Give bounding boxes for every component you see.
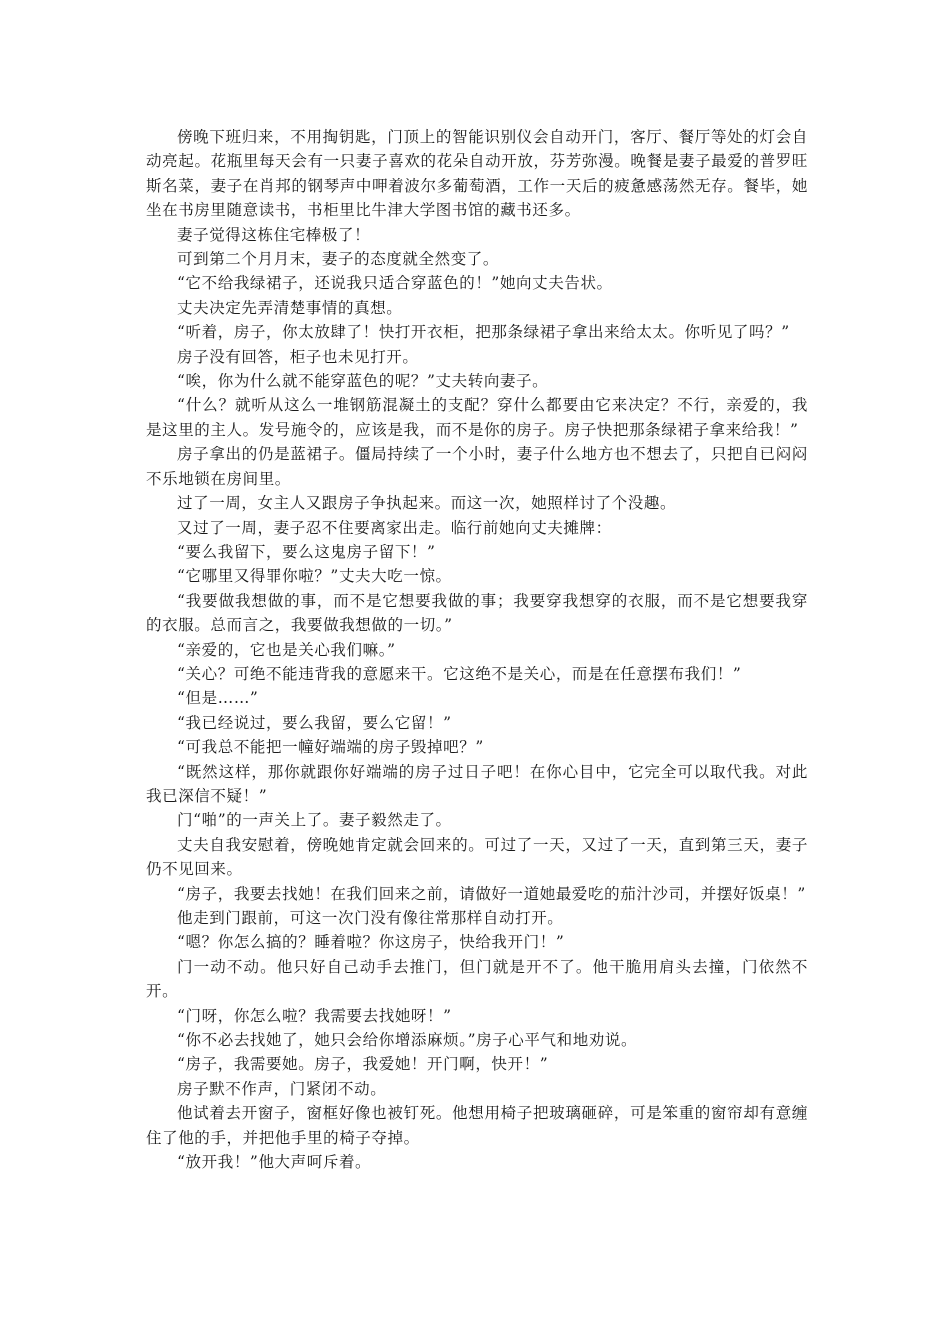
paragraph: 妻子觉得这栋住宅棒极了！ <box>177 225 371 244</box>
paragraph: 门一动不动。他只好自己动手去推门，但门就是开不了。他干脆用肩头去撞，门依然不开。 <box>146 957 808 1001</box>
paragraph: “我已经说过，要么我留，要么它留！” <box>177 713 452 732</box>
paragraph: 房子默不作声，门紧闭不动。 <box>177 1079 387 1098</box>
paragraph: “我要做我想做的事，而不是它想要我做的事；我要穿我想穿的衣服，而不是它想要我穿的衣服。总而言之，我要做我想做的一切。” <box>146 591 808 635</box>
paragraph: 过了一周，女主人又跟房子争执起来。而这一次，她照样讨了个没趣。 <box>177 494 677 513</box>
paragraph: 房子拿出的仍是蓝裙子。僵局持续了一个小时，妻子什么地方也不想去了，只把自已闷闷不乐地锁在房间里。 <box>146 445 808 488</box>
paragraph: 丈夫决定先弄清楚事情的真想。 <box>177 298 403 317</box>
paragraph: “门呀，你怎么啦？我需要去找她呀！” <box>177 1006 452 1025</box>
paragraph: “可我总不能把一幢好端端的房子毁掉吧？” <box>177 738 484 757</box>
paragraph: “什么？就听从这么一堆钢筋混凝土的支配？穿什么都要由它来决定？不行，亲爱的，我是这里的主人。发号施令的，应该是我，而不是你的房子。房子快把那条绿裙子拿来给我！” <box>146 396 808 439</box>
paragraph: “唉，你为什么就不能穿蓝色的呢？”丈夫转向妻子。 <box>177 372 549 391</box>
paragraph: “它哪里又得罪你啦？”丈夫大吃一惊。 <box>177 567 452 586</box>
paragraph: “既然这样，那你就跟你好端端的房子过日子吧！在你心目中，它完全可以取代我。对此我已深信不疑！” <box>146 762 808 805</box>
story-text-body <box>146 125 808 1174</box>
paragraph: 可到第二个月月末，妻子的态度就全然变了。 <box>177 250 500 269</box>
paragraph: “嗯？你怎么搞的？睡着啦？你这房子，快给我开门！” <box>177 933 565 952</box>
paragraph: 丈夫自我安慰着，傍晚她肯定就会回来的。可过了一天，又过了一天，直到第三天，妻子仍不见回来。 <box>146 835 808 879</box>
paragraph: “亲爱的，它也是关心我们嘛。” <box>177 640 396 659</box>
paragraph: “房子，我要去找她！在我们回来之前，请做好一道她最爱吃的茄汁沙司，并摆好饭桌！” <box>177 884 806 903</box>
paragraph: “放开我！”他大声呵斥着。 <box>177 1153 372 1172</box>
paragraph: 又过了一周，妻子忍不住要离家出走。临行前她向丈夫摊牌： <box>177 518 612 537</box>
paragraph: 他试着去开窗子，窗框好像也被钉死。他想用椅子把玻璃砸碎，可是笨重的窗帘却有意缠住了他的手，并把他手里的椅子夺掉。 <box>146 1104 808 1147</box>
paragraph: “关心？可绝不能违背我的意愿来干。它这绝不是关心，而是在任意摆布我们！” <box>177 664 742 683</box>
paragraph: 傍晚下班归来，不用掏钥匙，门顶上的智能识别仪会自动开门，客厅、餐厅等处的灯会自动亮起。花瓶里每天会有一只妻子喜欢的花朵自动开放，芬芳弥漫。晚餐是妻子最爱的普罗旺斯名菜，妻子在肖邦的钢琴声中呷着波尔多葡萄酒，工作一天后的疲惫感荡然无存。餐毕，她坐在书房里随意读书，书柜里比牛津大学图书馆的藏书还多。 <box>146 128 808 220</box>
paragraph: “但是……” <box>177 689 259 708</box>
paragraph: “它不给我绿裙子，还说我只适合穿蓝色的！”她向丈夫告状。 <box>177 274 613 293</box>
paragraph: “房子，我需要她。房子，我爱她！开门啊，快开！” <box>177 1055 549 1074</box>
paragraph: 房子没有回答，柜子也未见打开。 <box>177 347 419 366</box>
paragraph: “你不必去找她了，她只会给你增添麻烦。”房子心平气和地劝说。 <box>177 1031 638 1050</box>
paragraph: 门“啪”的一声关上了。妻子毅然走了。 <box>177 811 452 830</box>
paragraph: 他走到门跟前，可这一次门没有像往常那样自动打开。 <box>177 909 564 927</box>
paragraph: “听着，房子，你太放肆了！快打开衣柜，把那条绿裙子拿出来给太太。你听见了吗？” <box>177 323 790 342</box>
paragraph: “要么我留下，要么这鬼房子留下！” <box>177 542 436 561</box>
